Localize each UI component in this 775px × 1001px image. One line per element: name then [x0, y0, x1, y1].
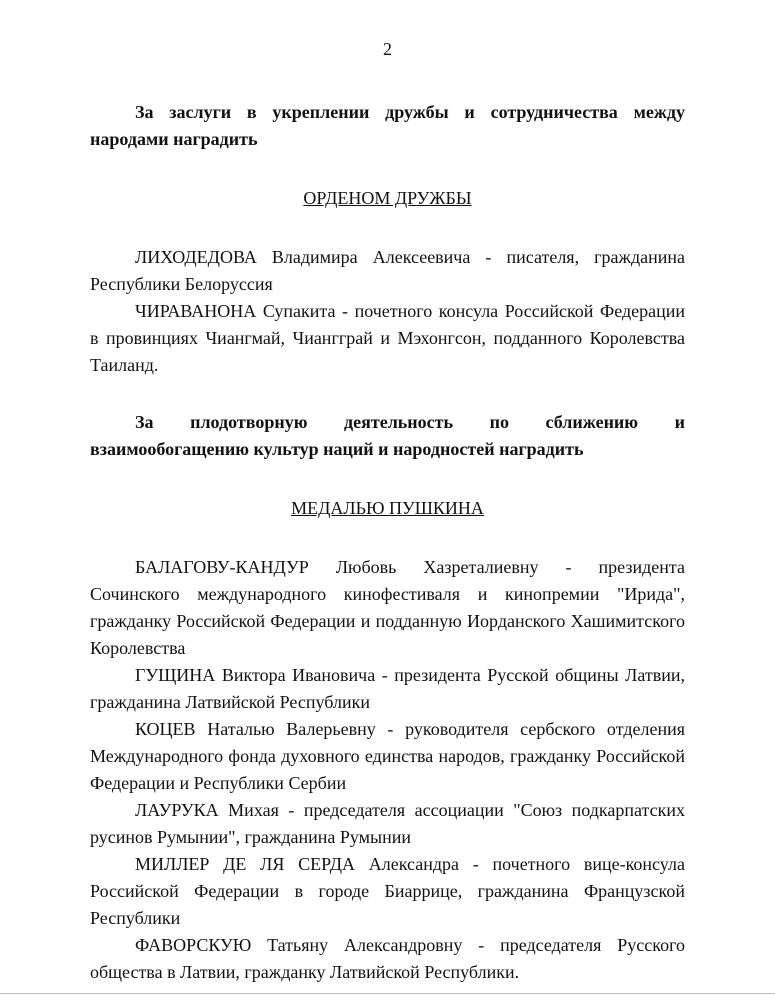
section-intro-friendship: За заслуги в укреплении дружбы и сотрудничества между народами наградить	[90, 102, 685, 149]
spacer	[90, 463, 685, 495]
page-number: 2	[383, 39, 392, 59]
recipient-entry: ЛАУРУКА Михая - председателя ассоциации "Союз подкарпатских русинов Румынии", гражданина Румынии	[90, 800, 685, 847]
section-intro-pushkin: За плодотворную деятельность по сближению и взаимообогащению культур наций и народностей наградить	[90, 412, 685, 459]
spacer	[90, 522, 685, 554]
recipient-entry: МИЛЛЕР ДЕ ЛЯ СЕРДА Александра - почетного вице-консула Российской Федерации в городе Биаррице, гражданина Французской Республики	[90, 854, 685, 928]
recipient-entry: ЛИХОДЕДОВА Владимира Алексеевича - писателя, гражданина Республики Белоруссия	[90, 247, 685, 294]
award-title-order-of-friendship: ОРДЕНОМ ДРУЖБЫ	[303, 188, 472, 208]
award-title-pushkin-medal: МЕДАЛЬЮ ПУШКИНА	[291, 498, 484, 518]
recipient-entry: БАЛАГОВУ-КАНДУР Любовь Хазреталиевну - президента Сочинского международного кинофестиваля и кинопремии "Ирида", гражданку Российской Федерации и подданную Иорданского Хашимитского Королевства	[90, 557, 685, 658]
spacer	[90, 153, 685, 185]
spacer	[90, 379, 685, 409]
recipient-entry: ГУЩИНА Виктора Ивановича - президента Русской общины Латвии, гражданина Латвийской Республики	[90, 665, 685, 712]
recipient-entry: ФАВОРСКУЮ Татьяну Александровну - председателя Русского общества в Латвии, гражданку Латвийской Республики.	[90, 935, 685, 982]
spacer	[90, 212, 685, 244]
recipient-entry: ЧИРАВАНОНА Супакита - почетного консула Российской Федерации в провинциях Чиангмай, Чиангграй и Мэхонгсон, подданного Королевства Таиланд.	[90, 301, 685, 375]
recipient-entry: КОЦЕВ Наталью Валерьевну - руководителя сербского отделения Международного фонда духовного единства народов, гражданку Российской Федерации и Республики Сербии	[90, 719, 685, 793]
page-bottom-divider	[0, 993, 775, 994]
